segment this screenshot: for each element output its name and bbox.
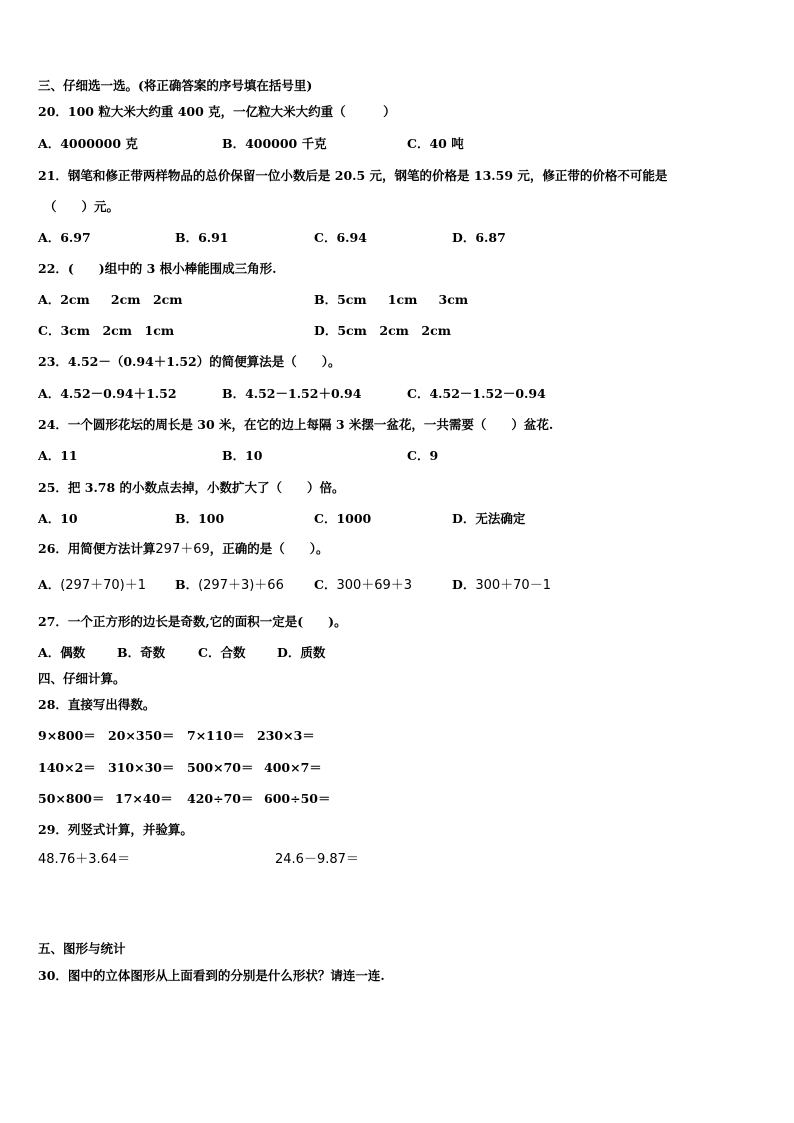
q28-r1-c4: 230×3＝ xyxy=(257,728,315,743)
q26-b-math: (297＋3)＋66 xyxy=(198,578,284,593)
q26-option-c xyxy=(314,577,412,594)
q26-a-math: (297＋70)＋1 xyxy=(60,578,146,593)
q25-option-d: D．无法确定 xyxy=(452,511,526,526)
q21-option-c: C．6.94 xyxy=(314,230,367,245)
q26-c-label: C． xyxy=(314,577,337,592)
q26-b-label: B． xyxy=(175,577,199,592)
q28-r3-c3: 420÷70＝ xyxy=(187,791,254,806)
q30-stem: 30．图中的立体图形从上面看到的分别是什么形状？请连一连. xyxy=(38,968,385,983)
q29-stem: 29．列竖式计算，并验算。 xyxy=(38,822,193,837)
q26-option-b xyxy=(175,577,284,594)
q24-option-b: B．10 xyxy=(222,448,263,463)
q26-c-math: 300＋69＋3 xyxy=(336,578,413,593)
section-3-title: 三、仔细选一选。(将正确答案的序号填在括号里) xyxy=(38,78,313,93)
q26-option-a xyxy=(38,577,146,594)
q22-stem: 22．( )组中的 3 根小棒能围成三角形. xyxy=(38,261,277,276)
q26-a-label: A． xyxy=(38,577,61,592)
q21-option-b: B．6.91 xyxy=(175,230,229,245)
q26-d-label: D． xyxy=(452,577,476,592)
q24-option-c: C．9 xyxy=(407,448,439,463)
q26-option-d xyxy=(452,577,551,594)
q28-r3-c1: 50×800＝ xyxy=(38,791,105,806)
section-5-title: 五、图形与统计 xyxy=(38,941,126,956)
q27-option-c: C．合数 xyxy=(198,645,246,660)
q23-option-c: C．4.52－1.52－0.94 xyxy=(407,386,546,401)
q28-r1-c1: 9×800＝ xyxy=(38,728,96,743)
q24-option-a: A．11 xyxy=(38,448,78,463)
q25-option-b: B．100 xyxy=(175,511,225,526)
q27-stem: 27．一个正方形的边长是奇数,它的面积一定是( )。 xyxy=(38,614,347,629)
q23-stem: 23．4.52－（0.94＋1.52）的简便算法是（ ）。 xyxy=(38,354,341,369)
section-4-title: 四、仔细计算。 xyxy=(38,671,126,686)
q28-r2-c2: 310×30＝ xyxy=(108,760,175,775)
q23-option-b: B．4.52－1.52＋0.94 xyxy=(222,386,362,401)
q22-option-b: B．5cm 1cm 3cm xyxy=(314,292,469,307)
q22-option-d: D．5cm 2cm 2cm xyxy=(314,323,451,338)
q29-expression-1: 48.76＋3.64＝ xyxy=(38,852,131,867)
q26-stem-pre: 26．用简便方法计算 xyxy=(38,541,156,556)
q28-r3-c2: 17×40＝ xyxy=(115,791,173,806)
q25-stem: 25．把 3.78 的小数点去掉，小数扩大了（ ）倍。 xyxy=(38,480,345,495)
q23-option-a: A．4.52－0.94＋1.52 xyxy=(38,386,177,401)
q24-stem: 24．一个圆形花坛的周长是 30 米，在它的边上每隔 3 米摆一盆花，一共需要（ ）盆花. xyxy=(38,417,554,432)
q28-stem: 28．直接写出得数。 xyxy=(38,697,156,712)
q28-r1-c2: 20×350＝ xyxy=(108,728,175,743)
q27-option-b: B．奇数 xyxy=(117,645,166,660)
q28-r2-c3: 500×70＝ xyxy=(187,760,254,775)
q25-option-c: C．1000 xyxy=(314,511,372,526)
q20-stem: 20．100 粒大米大约重 400 克，一亿粒大米大约重（ ） xyxy=(38,104,396,119)
q26-stem-math: 297＋69 xyxy=(155,542,210,557)
q20-option-b: B．400000 千克 xyxy=(222,136,327,151)
q21-option-a: A．6.97 xyxy=(38,230,91,245)
q28-r2-c1: 140×2＝ xyxy=(38,760,96,775)
q28-r2-c4: 400×7＝ xyxy=(264,760,322,775)
q21-option-d: D．6.87 xyxy=(452,230,506,245)
q26-stem-post: ，正确的是（ ）。 xyxy=(209,541,329,556)
q27-option-a: A．偶数 xyxy=(38,645,86,660)
q20-option-c: C．40 吨 xyxy=(407,136,464,151)
q26-stem xyxy=(38,541,329,558)
q25-option-a: A．10 xyxy=(38,511,78,526)
q26-d-math: 300＋70－1 xyxy=(475,578,551,593)
q22-option-c: C．3cm 2cm 1cm xyxy=(38,323,175,338)
q22-option-a: A．2cm 2cm 2cm xyxy=(38,292,183,307)
q20-option-a: A．4000000 克 xyxy=(38,136,138,151)
q27-option-d: D．质数 xyxy=(277,645,326,660)
q29-expression-2: 24.6－9.87＝ xyxy=(275,852,359,867)
q21-stem: 21．钢笔和修正带两样物品的总价保留一位小数后是 20.5 元，钢笔的价格是 13.59 元，修正带的价格不可能是 xyxy=(38,168,668,183)
q28-r3-c4: 600÷50＝ xyxy=(264,791,331,806)
q21-stem-cont: （ ）元。 xyxy=(44,199,120,214)
q28-r1-c3: 7×110＝ xyxy=(187,728,245,743)
